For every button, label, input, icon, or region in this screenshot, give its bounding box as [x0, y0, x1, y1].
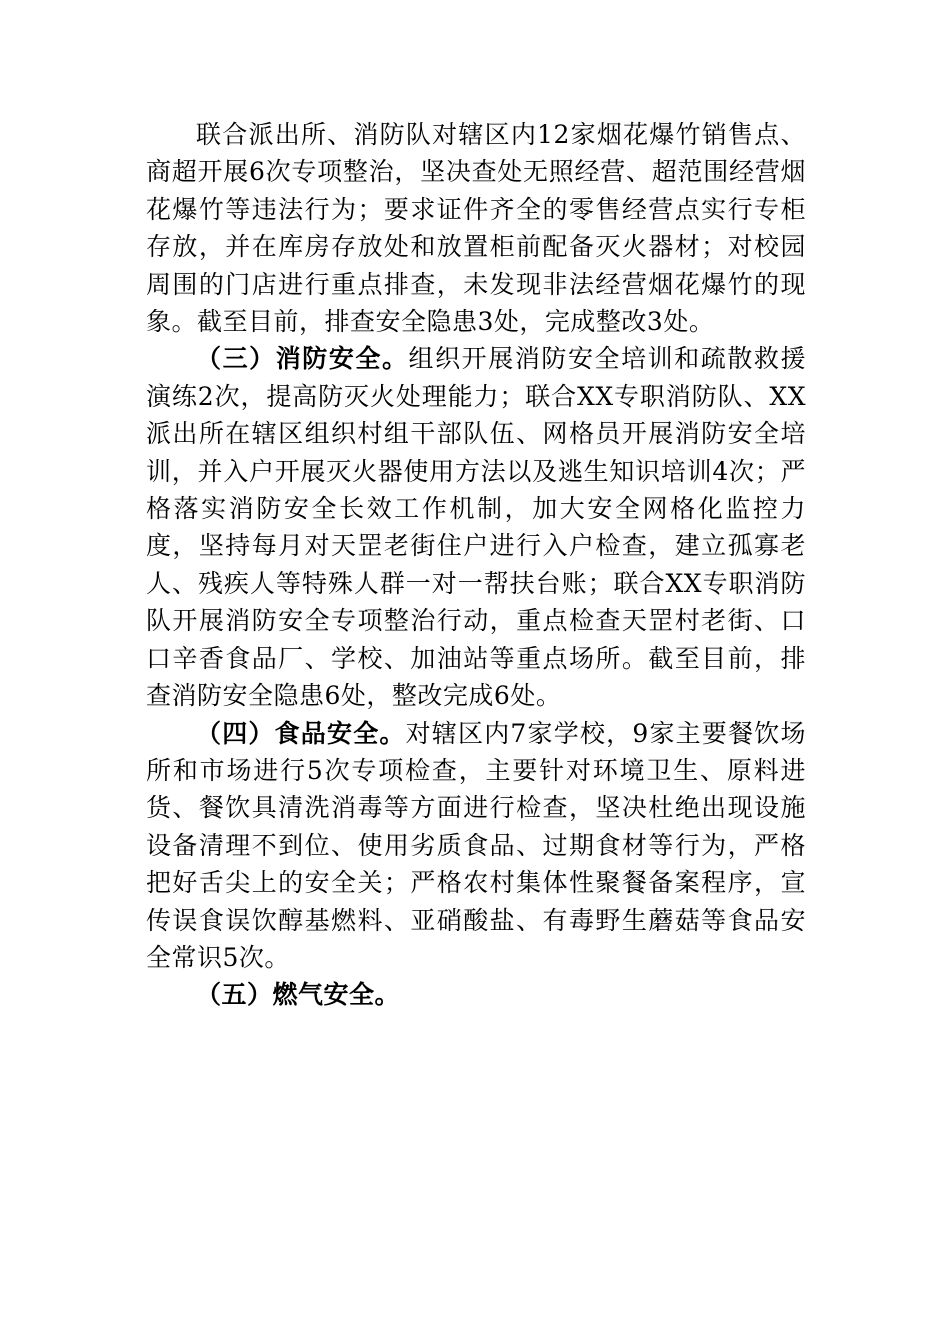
- document-body: [146, 116, 806, 1014]
- section-heading-food-safety: （四）食品安全。: [196, 718, 406, 748]
- section-heading-fire-safety: （三）消防安全。: [196, 344, 409, 374]
- paragraph-gas-safety: [146, 976, 806, 1013]
- paragraph-fire-safety: [146, 340, 806, 714]
- paragraph-text: 对辖区内7家学校，9家主要餐饮场所和市场进行5次专项检查，主要针对环境卫生、原料进货、餐饮具清洗消毒等方面进行检查，坚决杜绝出现设施设备清理不到位、使用劣质食品、过期食材等行为，严格把好舌尖上的安全关；严格农村集体性聚餐备案程序，宣传误食误饮醇基燃料、亚硝酸盐、有毒野生蘑菇等食品安全常识5次。: [146, 718, 806, 972]
- section-heading-gas-safety: （五）燃气安全。: [196, 980, 401, 1010]
- paragraph-food-safety: [146, 715, 806, 977]
- paragraph-text: 联合派出所、消防队对辖区内12家烟花爆竹销售点、商超开展6次专项整治，坚决查处无照经营、超范围经营烟花爆竹等违法行为；要求证件齐全的零售经营点实行专柜存放，并在库房存放处和放置柜前配备灭火器材；对校园周围的门店进行重点排查，未发现非法经营烟花爆竹的现象。截至目前，排查安全隐患3处，完成整改3处。: [146, 120, 806, 337]
- paragraph-text: 组织开展消防安全培训和疏散救援演练2次，提高防灭火处理能力；联合XX专职消防队、XX派出所在辖区组织村组干部队伍、网格员开展消防安全培训，并入户开展灭火器使用方法以及逃生知识培训4次；严格落实消防安全长效工作机制，加大安全网格化监控力度，坚持每月对天罡老街住户进行入户检查，建立孤寡老人、残疾人等特殊人群一对一帮扶台账；联合XX专职消防队开展消防安全专项整治行动，重点检查天罡村老街、口口辛香食品厂、学校、加油站等重点场所。截至目前，排查消防安全隐患6处，整改完成6处。: [146, 344, 806, 711]
- paragraph-fireworks: [146, 116, 806, 340]
